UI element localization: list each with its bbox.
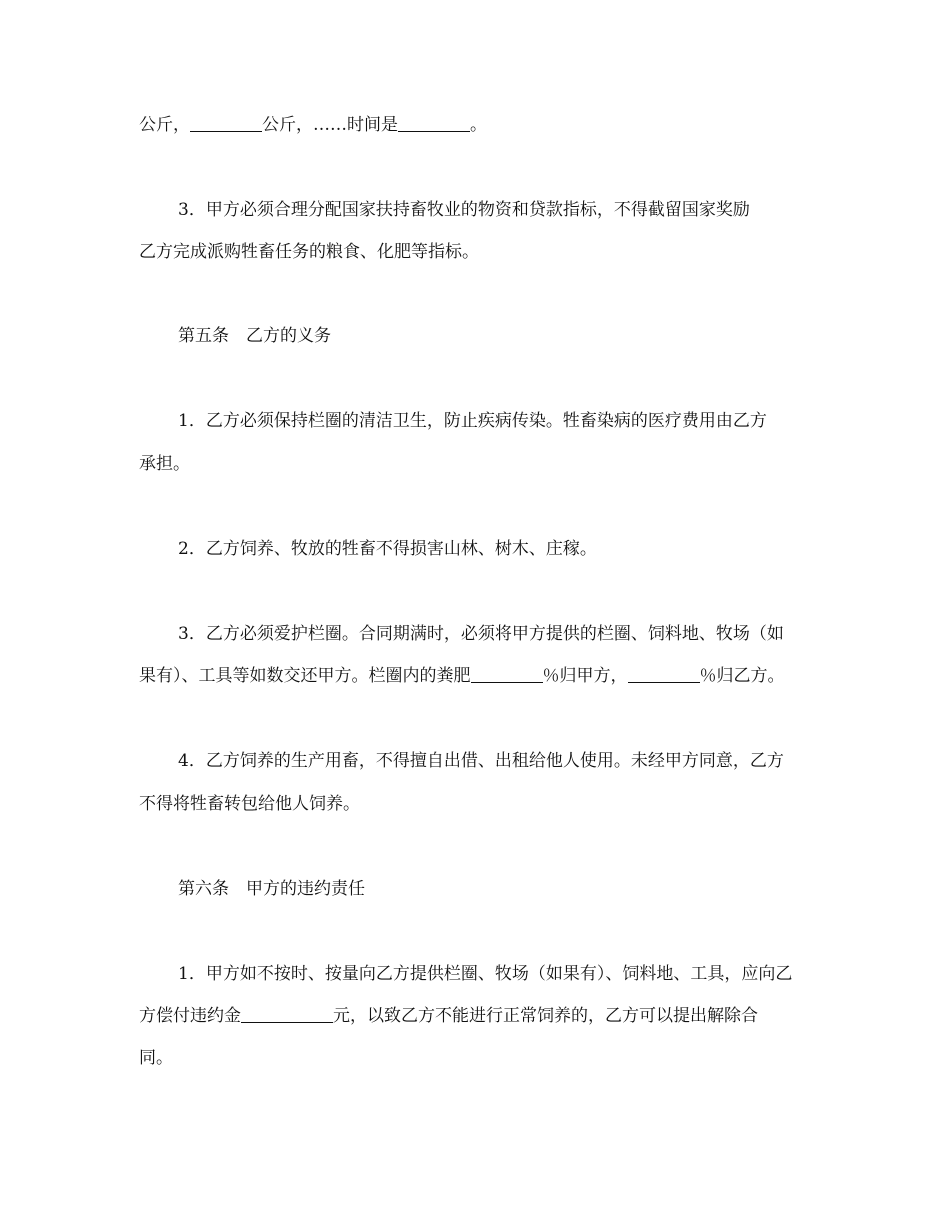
article-title: 第六条 甲方的违约责任 bbox=[178, 879, 365, 899]
fill-blank bbox=[241, 1004, 333, 1023]
text-segment: 公斤，……时间是 bbox=[262, 115, 398, 135]
fill-blank bbox=[190, 113, 262, 132]
text-segment: 果有）、工具等如数交还甲方。栏圈内的粪肥 bbox=[139, 666, 471, 686]
paragraph-line: 3．甲方必须合理分配国家扶持畜牧业的物资和贷款指标，不得截留国家奖励 bbox=[178, 200, 750, 220]
fill-blank bbox=[398, 113, 470, 132]
paragraph-line: 承担。 bbox=[139, 454, 190, 474]
paragraph-line: 1．甲方如不按时、按量向乙方提供栏圈、牧场（如果有）、饲料地、工具，应向乙 bbox=[178, 964, 793, 984]
paragraph-line: 3．乙方必须爱护栏圈。合同期满时，必须将甲方提供的栏圈、饲料地、牧场（如 bbox=[178, 624, 784, 644]
paragraph-line: 不得将牲畜转包给他人饲养。 bbox=[139, 794, 360, 814]
fill-blank bbox=[471, 664, 543, 683]
text-segment: 元，以致乙方不能进行正常饲养的，乙方可以提出解除合 bbox=[333, 1006, 758, 1026]
text-line bbox=[139, 1004, 819, 1028]
paragraph-line: 4．乙方饲养的生产用畜，不得擅自出借、出租给他人使用。未经甲方同意，乙方 bbox=[178, 751, 784, 771]
text-segment: ％归乙方。 bbox=[699, 666, 785, 686]
article-title: 第五条 乙方的义务 bbox=[178, 326, 331, 346]
fill-blank bbox=[628, 664, 700, 683]
text-segment: ％归甲方， bbox=[542, 666, 628, 686]
paragraph-line: 1．乙方必须保持栏圈的清洁卫生，防止疾病传染。牲畜染病的医疗费用由乙方 bbox=[178, 411, 767, 431]
text-segment: 公斤， bbox=[139, 115, 190, 135]
paragraph-line: 乙方完成派购牲畜任务的粮食、化肥等指标。 bbox=[139, 242, 479, 262]
text-segment: 。 bbox=[470, 115, 487, 135]
text-line bbox=[139, 113, 819, 137]
paragraph-line: 同。 bbox=[139, 1048, 173, 1068]
paragraph-line: 2．乙方饲养、牧放的牲畜不得损害山林、树木、庄稼。 bbox=[178, 539, 597, 559]
text-segment: 方偿付违约金 bbox=[139, 1006, 241, 1026]
text-line bbox=[139, 664, 819, 688]
